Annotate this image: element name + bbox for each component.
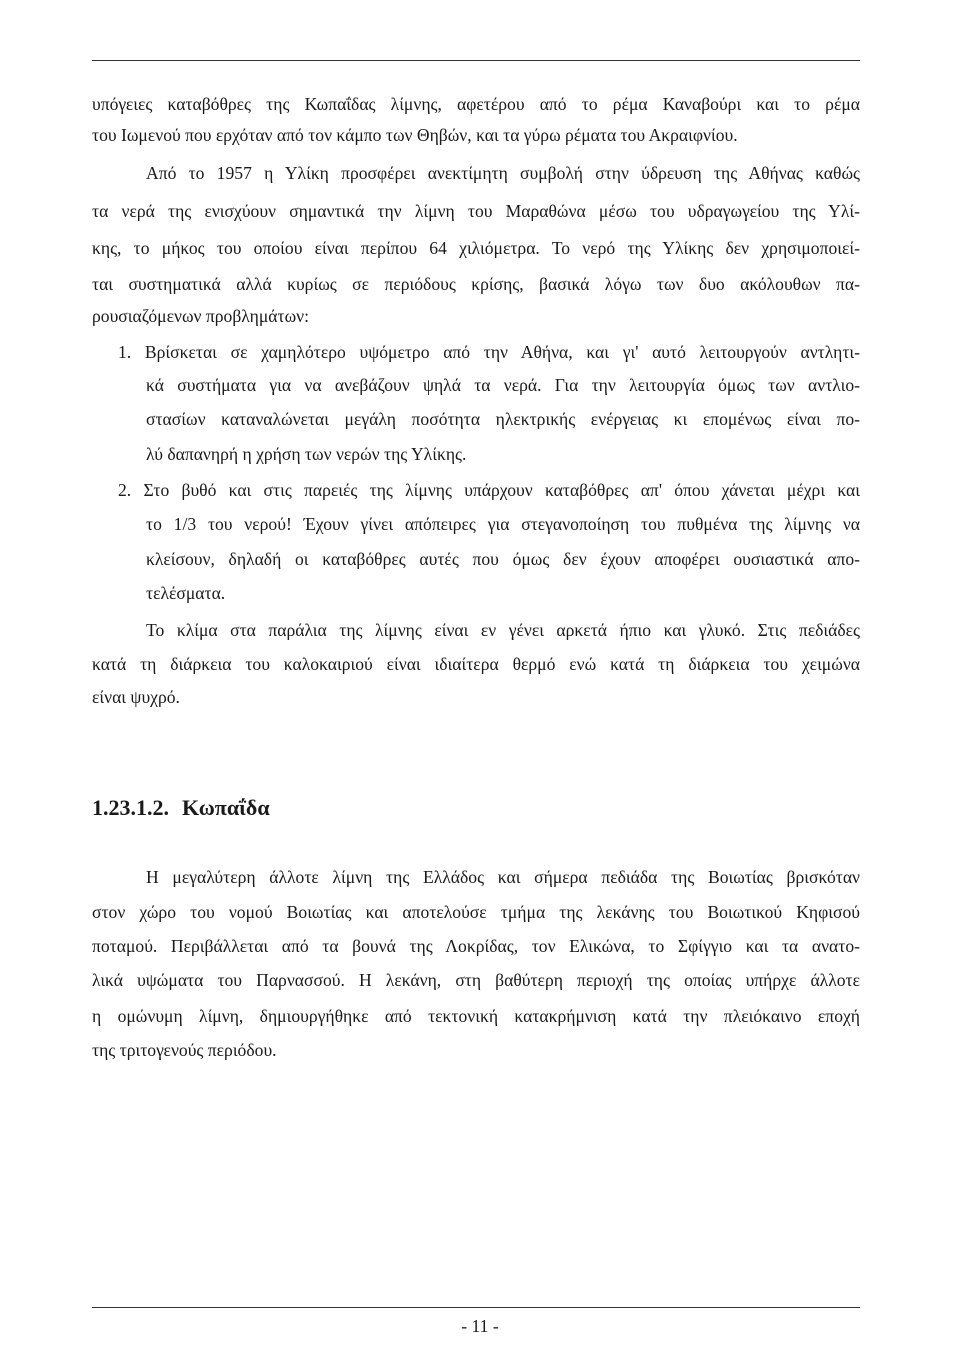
list-item-line: 1. Βρίσκεται σε χαμηλότερο υψόμετρο από την Αθήνα, και γι' αυτό λειτουργούν αντλητι- xyxy=(118,342,860,362)
list-item-line: το 1/3 του νερού! Έχουν γίνει απόπειρες για στεγανοποίηση του πυθμένα της λίμνης να xyxy=(146,514,860,534)
text-line: τα νερά της ενισχύουν σημαντικά την λίμνη του Μαραθώνα μέσω του υδραγωγείου της Υλί- xyxy=(92,201,860,221)
section-heading xyxy=(92,795,270,821)
text-line: υπόγειες καταβόθρες της Κωπαΐδας λίμνης, αφετέρου από το ρέμα Καναβούρι και το ρέμα xyxy=(92,94,860,114)
text-line: ποταμού. Περιβάλλεται από τα βουνά της Λοκρίδας, τον Ελικώνα, το Σφίγγιο και τα ανατο- xyxy=(92,936,860,956)
section-title: Κωπαΐδα xyxy=(182,795,270,820)
text-line: κης, το μήκος του οποίου είναι περίπου 64 χιλιόμετρα. Το νερό της Υλίκης δεν χρησιμοποιεί- xyxy=(92,238,860,258)
list-item-line: κά συστήματα για να ανεβάζουν ψηλά τα νερά. Για την λειτουργία όμως των αντλιο- xyxy=(146,375,860,395)
text-line: Από το 1957 η Υλίκη προσφέρει ανεκτίμητη συμβολή στην ύδρευση της Αθήνας καθώς xyxy=(146,163,860,183)
text-line: Η μεγαλύτερη άλλοτε λίμνη της Ελλάδος και σήμερα πεδιάδα της Βοιωτίας βρισκόταν xyxy=(146,867,860,887)
text-line: στον χώρο του νομού Βοιωτίας και αποτελούσε τμήμα της λεκάνης του Βοιωτικού Κηφισού xyxy=(92,902,860,922)
header-rule xyxy=(92,60,860,61)
text-line: είναι ψυχρό. xyxy=(92,687,180,707)
list-item-line: στασίων καταναλώνεται μεγάλη ποσότητα ηλεκτρικής ενέργειας κι επομένως είναι πο- xyxy=(146,409,860,429)
text-line: κατά τη διάρκεια του καλοκαιριού είναι ιδιαίτερα θερμό ενώ κατά τη διάρκεια του χειμώνα xyxy=(92,654,860,674)
text-line: Το κλίμα στα παράλια της λίμνης είναι εν γένει αρκετά ήπιο και γλυκό. Στις πεδιάδες xyxy=(146,620,860,640)
section-number: 1.23.1.2. xyxy=(92,795,169,820)
text-line: ρουσιαζόμενων προβλημάτων: xyxy=(92,306,310,326)
list-item-line: 2. Στο βυθό και στις παρειές της λίμνης υπάρχουν καταβόθρες απ' όπου χάνεται μέχρι και xyxy=(118,480,860,500)
list-item-line: λύ δαπανηρή η χρήση των νερών της Υλίκης. xyxy=(146,444,467,464)
text-line: λικά υψώματα του Παρνασσού. Η λεκάνη, στη βαθύτερη περιοχή της οποίας υπήρχε άλλοτε xyxy=(92,970,860,990)
list-item-line: τελέσματα. xyxy=(146,583,226,603)
text-line: ται συστηματικά αλλά κυρίως σε περιόδους κρίσης, βασικά λόγω των δυο ακόλουθων πα- xyxy=(92,274,860,294)
text-line: η ομώνυμη λίμνη, δημιουργήθηκε από τεκτονική κατακρήμνιση κατά την πλειόκαινο εποχή xyxy=(92,1006,860,1026)
footer-rule xyxy=(92,1307,860,1308)
page-number: - 11 - xyxy=(461,1316,499,1336)
list-item-line: κλείσουν, δηλαδή οι καταβόθρες αυτές που όμως δεν έχουν αποφέρει ουσιαστικά απο- xyxy=(146,549,860,569)
text-line: της τριτογενούς περιόδου. xyxy=(92,1040,277,1060)
text-line: του Ιωμενού που ερχόταν από τον κάμπο των Θηβών, και τα γύρω ρέματα του Ακραιφνίου. xyxy=(92,125,738,145)
